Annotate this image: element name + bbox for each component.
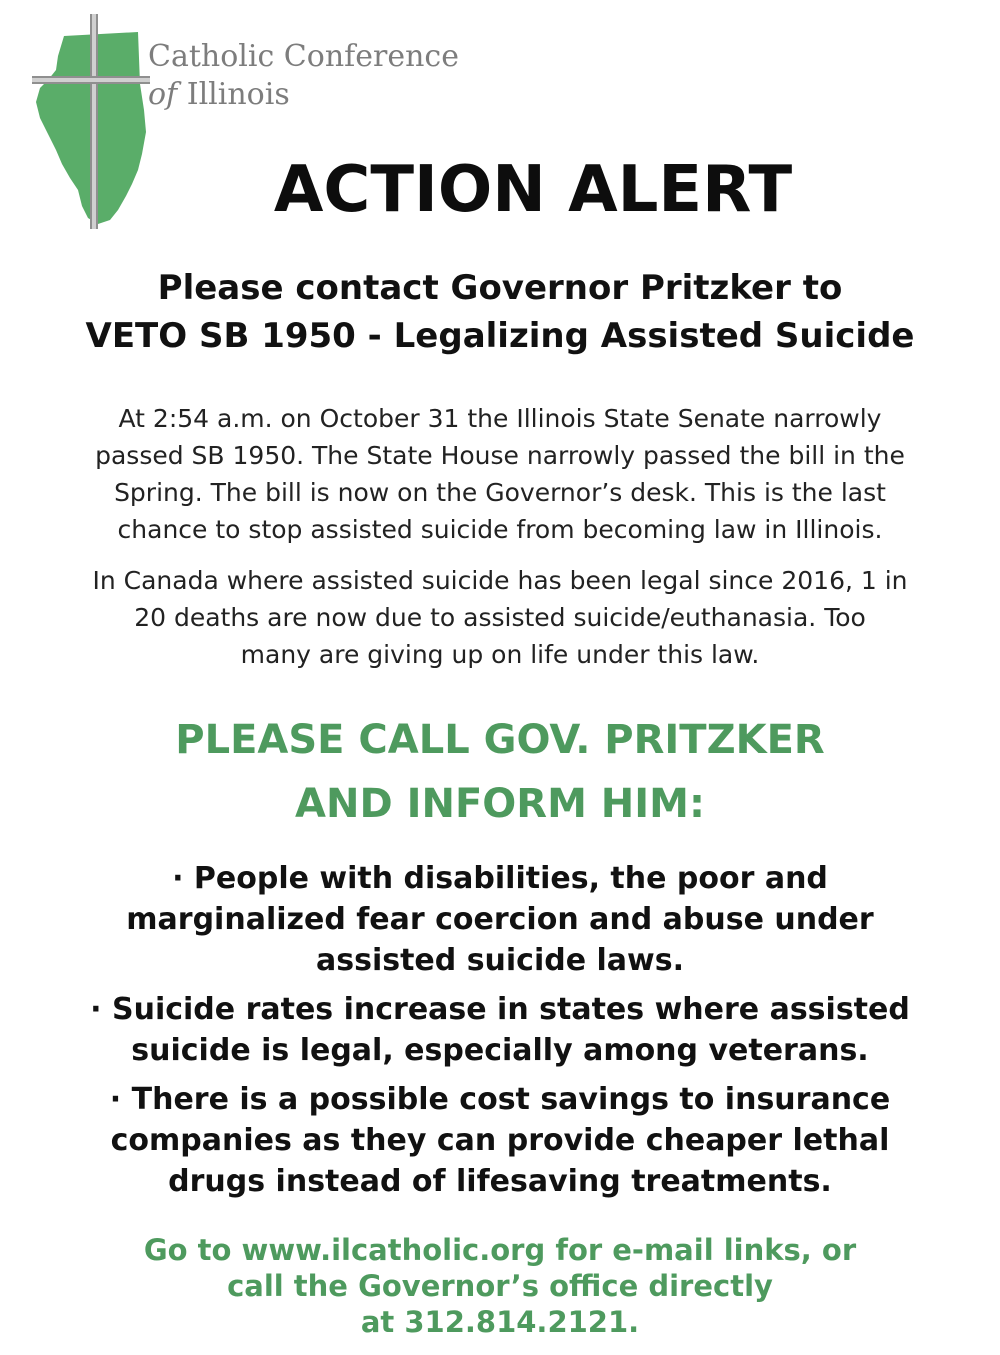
subtitle-line: VETO SB 1950 - Legalizing Assisted Suicide (85, 316, 915, 356)
org-name-of: of (148, 77, 178, 112)
paragraph-line: In Canada where assisted suicide has been legal since 2016, 1 in (92, 566, 908, 595)
list-item-line: marginalized fear coercion and abuse under (126, 902, 874, 937)
call-to-action-line: PLEASE CALL GOV. PRITZKER (175, 717, 825, 763)
subtitle (20, 264, 980, 360)
paragraph-line: chance to stop assisted suicide from becoming law in Illinois. (117, 515, 883, 544)
call-to-action-heading (0, 708, 1000, 836)
paragraph-line: Spring. The bill is now on the Governor’s desk. This is the last (114, 478, 886, 507)
paragraph-line: passed SB 1950. The State House narrowly passed the bill in the (95, 441, 905, 470)
list-item-line: · People with disabilities, the poor and (172, 861, 828, 896)
org-name-illinois: Illinois (186, 77, 290, 112)
list-item (0, 1079, 1000, 1202)
paragraph-senate-vote (18, 400, 982, 548)
page-title: ACTION ALERT (273, 153, 793, 227)
paragraph-line: many are giving up on life under this law. (240, 640, 760, 669)
list-item-line: assisted suicide laws. (315, 943, 685, 978)
paragraph-canada (18, 562, 982, 673)
talking-points-list (0, 858, 1000, 1210)
list-item-line: suicide is legal, especially among veterans. (131, 1033, 869, 1068)
organization-name (148, 38, 459, 114)
contact-footer (0, 1232, 1000, 1340)
org-name-line2 (148, 76, 459, 114)
footer-line: call the Governor’s office directly (227, 1269, 773, 1303)
list-item-line: companies as they can provide cheaper lethal (110, 1123, 890, 1158)
paragraph-line: At 2:54 a.m. on October 31 the Illinois State Senate narrowly (118, 404, 882, 433)
footer-line: at 312.814.2121. (360, 1305, 640, 1339)
footer-line: Go to www.ilcatholic.org for e-mail links, or (143, 1233, 857, 1267)
list-item-line: · Suicide rates increase in states where assisted (90, 992, 910, 1027)
list-item-line: drugs instead of lifesaving treatments. (168, 1164, 832, 1199)
call-to-action-line: AND INFORM HIM: (295, 781, 705, 827)
list-item-line: · There is a possible cost savings to insurance (109, 1082, 891, 1117)
list-item (0, 989, 1000, 1071)
paragraph-line: 20 deaths are now due to assisted suicide/euthanasia. Too (134, 603, 866, 632)
org-name-line1: Catholic Conference (148, 39, 459, 74)
subtitle-line: Please contact Governor Pritzker to (157, 268, 843, 308)
list-item (0, 858, 1000, 981)
